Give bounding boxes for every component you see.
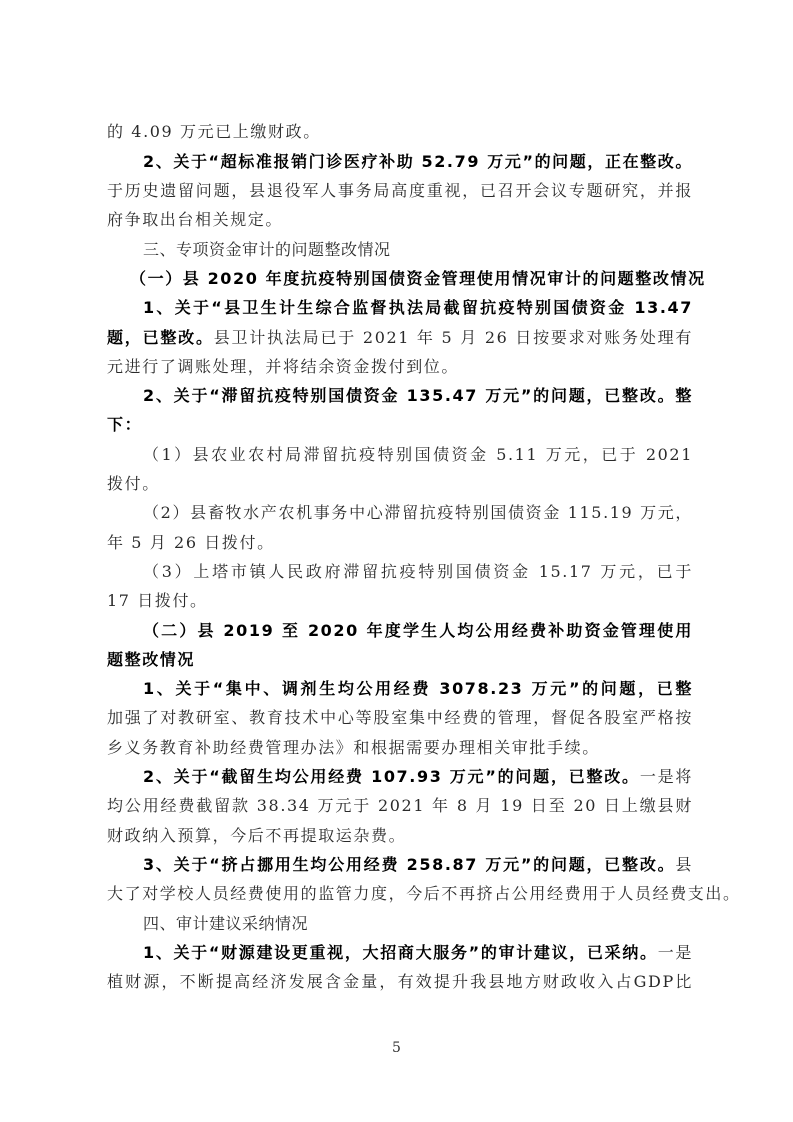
text-run: 的 4.09 万元已上缴财政。 <box>107 122 321 142</box>
text-run: 三、专项资金审计的问题整改情况 <box>143 239 391 259</box>
text-run: 财政纳入预算，今后不再提取运杂费。 <box>107 825 407 845</box>
text-line <box>143 147 693 176</box>
bold-text-run: （一）县 2020 年度抗疫特别国债资金管理使用情况审计的问题整改情况 <box>130 268 706 288</box>
text-line <box>143 440 693 469</box>
text-line <box>143 557 693 586</box>
text-run: 年 5 月 26 日拨付。 <box>107 532 275 552</box>
text-line <box>107 410 693 439</box>
text-run: 县卫计执法局已于 2021 年 5 月 26 日按要求对账务处理有 <box>213 327 693 347</box>
text-run: 于历史遗留问题，县退役军人事务局高度重视，已召开会议专题研究，并报 <box>107 181 693 200</box>
bold-text-run: 1、关于“财源建设更重视，大招商大服务”的审计建议，已采纳。 <box>143 942 658 962</box>
bold-text-run: 题整改情况 <box>107 649 196 669</box>
text-line <box>143 762 693 791</box>
text-line <box>107 733 693 762</box>
bold-text-run: 2、关于“超标准报销门诊医疗补助 52.79 万元”的问题，正在整改。 <box>143 151 693 171</box>
text-line <box>143 293 693 322</box>
text-run: 拨付。 <box>107 474 160 493</box>
text-line <box>130 264 706 293</box>
text-line <box>107 821 693 850</box>
text-line <box>107 645 693 674</box>
bold-text-run: 1、关于“县卫生计生综合监督执法局截留抗疫特别国债资金 13.47 <box>143 298 693 318</box>
text-run: 乡义务教育补助经费管理办法》和根据需要办理相关审批手续。 <box>107 737 600 757</box>
text-line <box>143 381 693 410</box>
text-run: （1）县农业农村局滞留抗疫特别国债资金 5.11 万元，已于 2021 <box>143 444 693 464</box>
text-run: 均公用经费截留款 38.34 万元于 2021 年 8 月 19 日至 20 日上缴县财 <box>107 796 693 816</box>
text-line <box>143 938 693 967</box>
text-run: 元进行了调账处理，并将结余资金拨付到位。 <box>107 356 460 376</box>
text-line <box>107 586 693 615</box>
text-run: 县 <box>675 854 693 874</box>
bold-text-run: （二）县 2019 至 2020 年度学生人均公用经费补助资金管理使用 <box>143 620 693 640</box>
text-run: （3）上塔市镇人民政府滞留抗疫特别国债资金 15.17 万元，已于 <box>143 561 693 581</box>
text-line <box>107 879 741 908</box>
text-line <box>143 909 693 938</box>
text-run: 府争取出台相关规定。 <box>107 210 284 230</box>
text-line <box>107 703 693 732</box>
bold-text-run: 1、关于“集中、调剂生均公用经费 3078.23 万元”的问题，已整 <box>143 679 693 699</box>
bold-text-run: 题，已整改。 <box>107 327 214 347</box>
text-run: 四、审计建议采纳情况 <box>143 913 309 933</box>
bold-text-run: 2、关于“截留生均公用经费 107.93 万元”的问题，已整改。 <box>143 767 640 786</box>
bold-text-run: 下： <box>107 415 143 435</box>
text-line <box>107 469 693 498</box>
text-line <box>107 967 693 996</box>
text-run: （2）县畜牧水产农机事务中心滞留抗疫特别国债资金 115.19 万元， <box>143 503 693 523</box>
text-line <box>107 176 693 205</box>
text-line <box>143 235 693 264</box>
text-run: 大了对学校人员经费使用的监管力度，今后不再挤占公用经费用于人员经费支出。 <box>107 884 741 904</box>
bold-text-run: 3、关于“挤占挪用生均公用经费 258.87 万元”的问题，已整改。 <box>143 854 676 874</box>
text-line <box>143 674 693 703</box>
text-run: 一是 <box>657 942 693 962</box>
text-run: 植财源，不断提高经济发展含金量，有效提升我县地方财政收入占GDP比 <box>107 972 693 992</box>
text-line <box>107 205 693 234</box>
page-number: 5 <box>392 1040 401 1056</box>
bold-text-run: 2、关于“滞留抗疫特别国债资金 135.47 万元”的问题，已整改。整 <box>143 386 693 406</box>
text-line <box>107 352 693 381</box>
text-line <box>143 850 693 879</box>
text-run: 加强了对教研室、教育技术中心等股室集中经费的管理，督促各股室严格按 <box>107 708 693 728</box>
text-line <box>107 528 693 557</box>
text-line <box>143 616 693 645</box>
text-run: 17 日拨付。 <box>107 591 208 611</box>
text-run: 一是将 <box>639 767 693 786</box>
text-line <box>107 791 693 820</box>
text-line <box>107 117 693 146</box>
text-line <box>107 323 693 352</box>
text-line <box>143 498 693 527</box>
